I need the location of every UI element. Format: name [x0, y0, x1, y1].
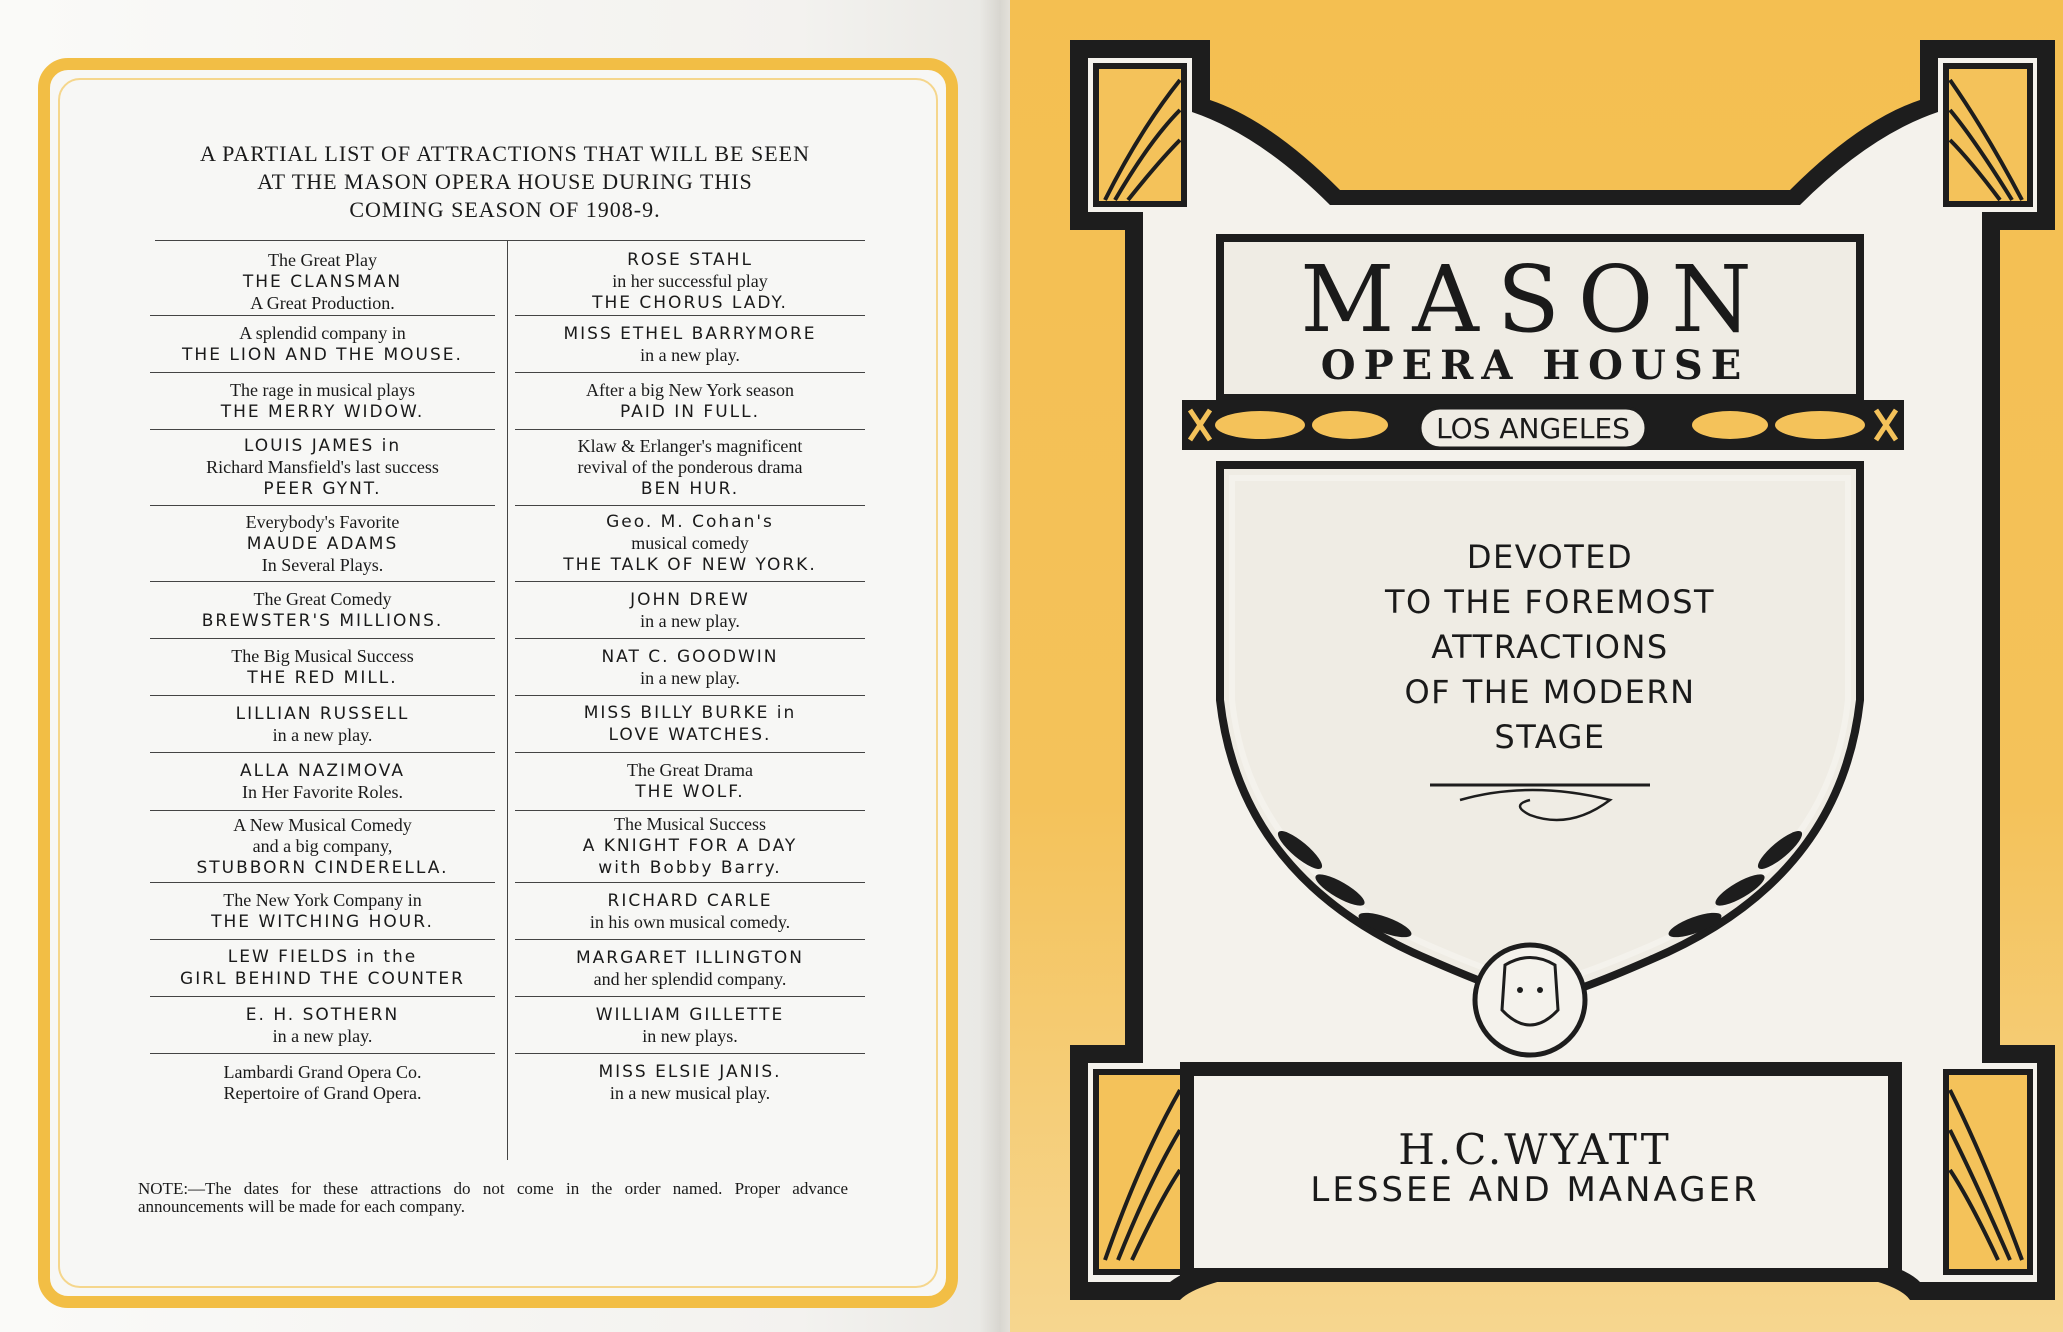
attraction-line: MISS ETHEL BARRYMORE [563, 323, 817, 344]
attraction-line: THE WOLF. [635, 782, 745, 802]
attraction-line: Repertoire of Grand Opera. [223, 1082, 422, 1103]
attraction-line: LOUIS JAMES in [243, 436, 402, 456]
attraction-line: in a new play. [640, 610, 740, 631]
top-rule [155, 240, 865, 241]
attraction-line: THE TALK OF NEW YORK. [563, 555, 817, 575]
attraction-line: THE MERRY WIDOW. [220, 401, 425, 422]
attraction-line: in a new play. [272, 1025, 373, 1046]
attraction-line: WILLIAM GILLETTE [595, 1004, 785, 1025]
attraction-line: Klaw & Erlanger's magnificent [577, 435, 803, 456]
attraction-line: Richard Mansfield's last success [206, 457, 439, 477]
attraction-entry [515, 373, 865, 430]
attraction-line: A splendid company in [239, 322, 406, 343]
attraction-line: The rage in musical plays [230, 379, 415, 400]
attraction-line: E. H. SOTHERN [245, 1004, 400, 1025]
attraction-entry [515, 811, 865, 883]
motto-line: ATTRACTIONS [1431, 628, 1669, 666]
manager-name: H.C.WYATT [1398, 1125, 1672, 1174]
attraction-line: MISS ELSIE JANIS. [598, 1062, 782, 1082]
attraction-entry [150, 997, 495, 1054]
attraction-line: PAID IN FULL. [619, 401, 760, 422]
attraction-line: A New Musical Comedy [233, 814, 412, 835]
attraction-line: with Bobby Barry. [598, 858, 782, 878]
attraction-entry [515, 997, 865, 1054]
attraction-line: and a big company, [252, 835, 393, 856]
heading-line: AT THE MASON OPERA HOUSE DURING THIS [257, 169, 753, 194]
attraction-line: LEW FIELDS in the [227, 947, 418, 967]
attraction-line: The Great Play [268, 249, 377, 270]
attraction-entry [150, 811, 495, 883]
heading-line: COMING SEASON OF 1908-9. [349, 197, 661, 222]
attraction-line: in a new musical play. [609, 1083, 771, 1103]
attraction-entry [150, 883, 495, 940]
motto-line: DEVOTED [1466, 538, 1634, 576]
column-divider [507, 240, 508, 1160]
cover-title: MASON [1300, 246, 1770, 353]
attraction-entry [515, 248, 865, 316]
attraction-line: PEER GYNT. [263, 479, 382, 499]
attraction-line: in a new play. [640, 667, 740, 688]
attraction-line: Lambardi Grand Opera Co. [223, 1061, 422, 1082]
attraction-entry [515, 1054, 865, 1111]
attraction-line: In Several Plays. [261, 554, 384, 575]
attraction-line: After a big New York season [586, 379, 794, 400]
attraction-line: BEN HUR. [640, 478, 740, 499]
attraction-line: in a new play. [640, 344, 740, 365]
attraction-line: The Musical Success [614, 814, 766, 834]
attraction-entry [150, 316, 495, 373]
motto-line: OF THE MODERN [1404, 673, 1696, 711]
attraction-entry [150, 373, 495, 430]
attraction-entry [150, 582, 495, 639]
attraction-line: MISS BILLY BURKE in [583, 703, 797, 723]
attraction-line: The New York Company in [223, 889, 422, 910]
attraction-line: MAUDE ADAMS [246, 533, 399, 554]
attraction-entry [515, 940, 865, 997]
attraction-line: THE LION AND THE MOUSE. [182, 344, 463, 365]
attraction-line: GIRL BEHIND THE COUNTER [180, 969, 465, 989]
attraction-line: BREWSTER'S MILLIONS. [201, 610, 444, 631]
attractions-heading [130, 140, 880, 224]
attraction-entry [515, 506, 865, 582]
attraction-entry [150, 753, 495, 811]
heading-line: A PARTIAL LIST OF ATTRACTIONS THAT WILL BE SEEN [200, 141, 810, 166]
attraction-line: revival of the ponderous drama [577, 456, 803, 477]
attraction-line: NAT C. GOODWIN [601, 646, 779, 667]
attraction-line: ALLA NAZIMOVA [240, 761, 405, 781]
attraction-line: RICHARD CARLE [607, 890, 773, 911]
motto-line: TO THE FOREMOST [1384, 583, 1716, 621]
attraction-entry [515, 582, 865, 639]
attraction-line: The Great Drama [627, 760, 753, 780]
attraction-entry [150, 940, 495, 997]
attraction-line: musical comedy [631, 533, 749, 553]
attraction-line: A Great Production. [250, 292, 395, 313]
attraction-entry [515, 753, 865, 811]
attraction-entry [515, 316, 865, 373]
cover-subtitle: OPERA HOUSE [1320, 342, 1750, 389]
attraction-entry [150, 1054, 495, 1111]
attraction-line: Geo. M. Cohan's [606, 512, 774, 532]
motto-line: STAGE [1494, 718, 1606, 756]
attractions-right-column [515, 248, 865, 1111]
program-inside-page [0, 0, 1000, 1332]
attraction-line: LILLIAN RUSSELL [235, 703, 410, 724]
attraction-entry [150, 248, 495, 316]
attraction-line: THE CHORUS LADY. [592, 293, 788, 313]
attraction-line: in her successful play [612, 271, 768, 291]
attraction-line: in his own musical comedy. [589, 911, 791, 932]
attraction-line: JOHN DREW [630, 589, 750, 610]
attraction-entry [515, 639, 865, 696]
manager-title: LESSEE AND MANAGER [1310, 1170, 1760, 1210]
attraction-line: THE RED MILL. [247, 667, 398, 688]
attraction-line: MARGARET ILLINGTON [576, 947, 804, 968]
attraction-entry [515, 696, 865, 753]
attraction-line: In Her Favorite Roles. [242, 782, 403, 802]
attraction-entry [150, 639, 495, 696]
attraction-entry [515, 883, 865, 940]
attraction-line: STUBBORN CINDERELLA. [196, 857, 449, 878]
attraction-entry [150, 430, 495, 506]
attraction-entry [150, 506, 495, 582]
attractions-left-column [150, 248, 495, 1111]
attraction-line: LOVE WATCHES. [608, 725, 772, 745]
attraction-line: The Big Musical Success [231, 645, 414, 666]
attraction-line: in new plays. [642, 1025, 738, 1046]
attraction-line: THE CLANSMAN [242, 271, 403, 292]
attraction-entry [515, 430, 865, 506]
footnote: NOTE:—The dates for these attractions do not come in the order named. Proper advance announcements will be made for each company. [138, 1179, 848, 1216]
mask-medallion [1475, 945, 1585, 1055]
city-label: LOS ANGELES [1436, 412, 1630, 445]
cover-motto [1270, 535, 1830, 760]
attraction-entry [150, 696, 495, 753]
attraction-line: in a new play. [272, 724, 373, 745]
attraction-line: ROSE STAHL [627, 250, 753, 270]
attraction-line: Everybody's Favorite [245, 511, 400, 532]
attraction-line: and her splendid company. [593, 968, 787, 989]
attraction-line: A KNIGHT FOR A DAY [582, 836, 798, 856]
attraction-line: THE WITCHING HOUR. [211, 911, 434, 932]
attraction-line: The Great Comedy [253, 588, 392, 609]
